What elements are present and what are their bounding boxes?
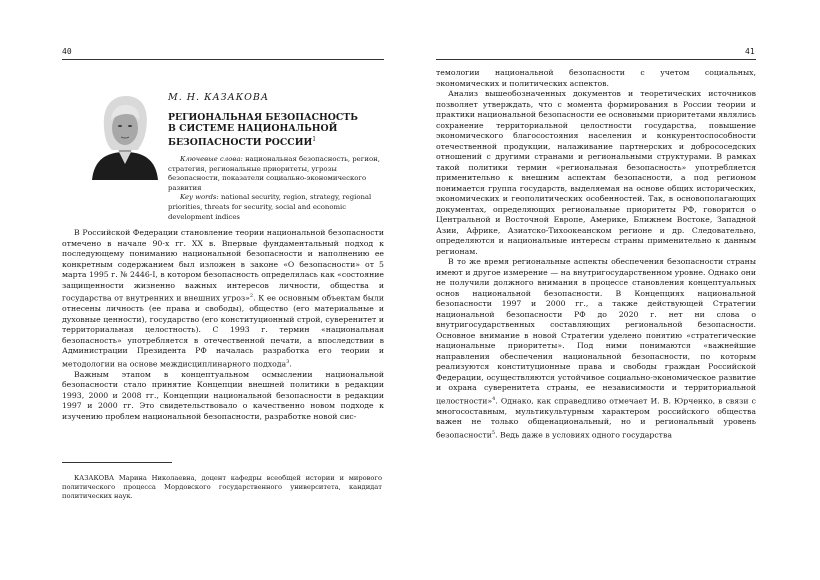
keywords-label-en: Key words: [180, 193, 219, 202]
keywords-en: national security, region, strategy, regional priorities, threats for security, social and economic development indices [168, 193, 372, 221]
footnote-mark: 2 [249, 293, 254, 299]
author-footnote: КАЗАКОВА Марина Николаевна, доцент кафедры всеобщей истории и мирового политического процесса Мордовского государственного университета, кандидат политических наук. [62, 474, 382, 501]
paragraph: темологии национальной безопасности с учетом социальных, экономических и политических аспектов. [436, 68, 756, 88]
footnote-mark: 3 [286, 358, 290, 365]
page-number: 41 [745, 47, 755, 56]
title-line: В СИСТЕМЕ НАЦИОНАЛЬНОЙ [168, 123, 338, 134]
paragraph: Важным этапом в концептуальном осмыслении национальной безопасности стало принятие Концепции внешней политики в редакции 1993, 2000 и 2008 гг., Концепции национальной безопасности в редакции 1997 и 2000 гг. Это свидетельствовало о качественно новом подходе к изучению проблем национальной безопасности, разработке новой сис- [62, 369, 384, 421]
paragraph: В то же время региональные аспекты обеспечения безопасности страны имеют и другое измерение — на внутригосударственном уровне. Однако они не получили должного внимания в процессе становления концептуальных основ национальной безопасности. В Концепциях национальной безопасности 1997 и 2000 гг., а также действующей Стратегии национальной безопасности РФ до 2020 г. нет ни слова о внутригосударственных составляющих региональной безопасности. Основное внимание в новой Стратегии уделено понятию «стратегические национальные приоритеты». Под ними понимаются «важнейшие направления обеспечения национальной безопасности, по которым реализуются конституционные права и свободы граждан Российской Федерации, осуществляются устойчивое социально-экономическое развитие и охрана суверенитета страны, ее независимости и территориальной целостности»$^4$. Однако, как справедливо отмечает И. В. Юрченко, в связи с многосоставным, мультикультурным характером российского общества важен не только общенациональный, но и региональный уровень безопасности$^5$. Ведь даже в условиях одного государства [436, 257, 756, 440]
right-body-text [436, 68, 756, 441]
footnote-mark: 1 [312, 136, 317, 143]
footnote-rule [62, 462, 172, 463]
author-name: М. Н. КАЗАКОВА [168, 92, 270, 103]
footnote-mark: 4 [492, 395, 496, 402]
left-body-text [62, 228, 384, 422]
keywords-ru: национальная безопасность, регион, стратегия, региональные приоритеты, угрозы безопасности, показатели социально-экономического развития [168, 155, 380, 192]
keywords-block [168, 155, 390, 222]
header-rule [436, 59, 756, 60]
title-line: БЕЗОПАСНОСТИ РОССИИ [168, 137, 313, 149]
author-photo [90, 90, 160, 180]
header-rule [62, 59, 384, 60]
page-number: 40 [62, 47, 72, 56]
footnote-mark: 5 [491, 429, 496, 436]
paragraph: Анализ вышеобозначенных документов и теоретических источников позволяет утверждать, что с момента формирования в России теории и практики национальной безопасности ее основными приоритетами являлись сохранение территориальной целостности государства, повышение экономического благосостояния населения и конкурентоспособности отечественной продукции, налаживание партнерских и добрососедских отношений с другими странами и региональными структурами. В рамках такой политики термин «региональная безопасность» употребляется применительно к внешним аспектам безопасности, а под регионом понимается группа государств, выделяемая на основе общих исторических, экономических и геополитических особенностей. Так, в основополагающих документах, определяющих региональные приоритеты РФ, говорится о Центральной и Восточной Европе, Америке, Ближнем Востоке, Западной Азии, Африке, Азиатско-Тихоокеанском регионе и др. Следовательно, определяются и национальные интересы страны применительно к данным регионам. [436, 89, 756, 256]
right-page [410, 0, 820, 580]
article-title [168, 112, 388, 148]
title-line: РЕГИОНАЛЬНАЯ БЕЗОПАСНОСТЬ [168, 112, 358, 123]
keywords-label-ru: Ключевые слова: [180, 155, 243, 163]
paragraph: В Российской Федерации становление теории национальной безопасности отмечено в начале 90-х гг. XX в. Впервые фундаментальный подход к последующему пониманию национальной безопасности и наполнению ее конкретным содержанием был изложен в законе «О безопасности» от 5 марта 1995 г. № 2446-I, в котором безопасность определялась как «состояние защищенности жизненно важных интересов личности, общества и государства от внутренних и внешних угроз»$^2$. К ее основным объектам были отнесены личность (ее права и свободы), общество (его материальные и духовные ценности), государство (его конституционный строй, суверенитет и территориальная целостность). С 1993 г. термин «национальная безопасность» употребляется в отечественной печати, а впоследствии в Администрации Президента РФ началась разработка его теории и методологии на основе междисциплинарного подхода$^3$. [62, 228, 384, 369]
